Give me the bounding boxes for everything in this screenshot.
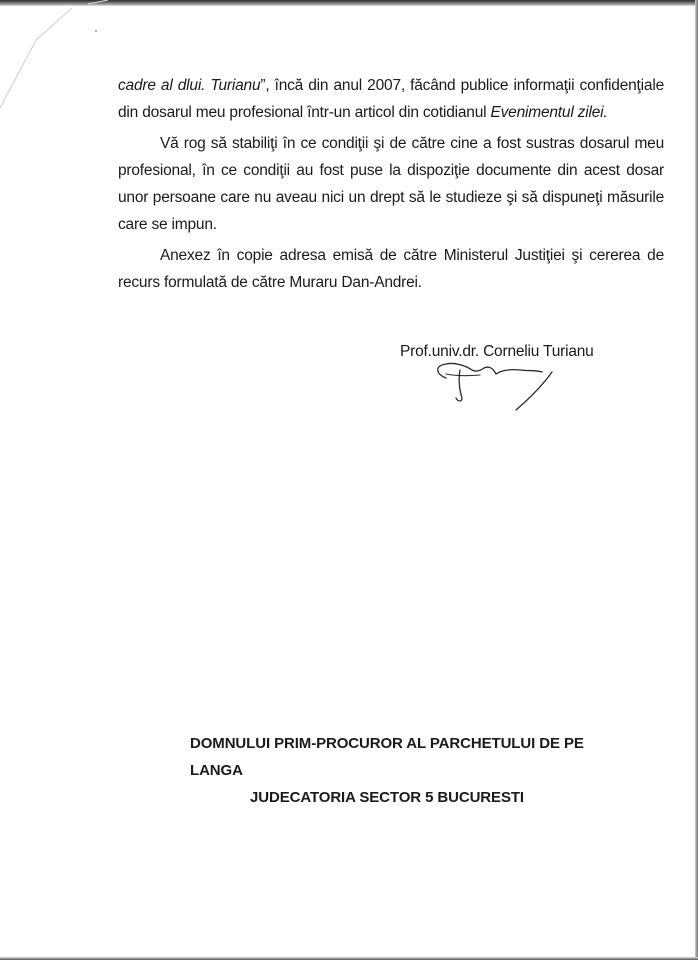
- italic-quote: cadre al dlui. Turianu: [118, 77, 261, 94]
- addressee-line-1: DOMNULUI PRIM-PROCUROR AL PARCHETULUI DE PE LANGA: [190, 735, 584, 779]
- paragraph-request: Vă rog să stabiliţi în ce condiţii şi de către cine a fost sustras dosarul meu profesional, în ce condiţii au fost puse la dispoziţie documente din acest dosar unor persoane care nu aveau nici un drept să le studieze şi să dispuneţi măsurile care se impun.: [118, 135, 664, 233]
- addressee-line-2: JUDECATORIA SECTOR 5 BUCURESTI: [250, 789, 524, 806]
- letter-body: [118, 72, 664, 300]
- paragraph-text: ”, încă din anul 2007, făcând publice informaţii confidenţiale din dosarul meu profesional într-un articol din cotidianul: [118, 77, 664, 121]
- page-fold-mark: [0, 0, 110, 120]
- paragraph-continuation: [118, 72, 664, 126]
- handwritten-signature: [432, 352, 572, 418]
- addressee-block: [190, 730, 610, 811]
- paragraph-annex: Anexez în copie adresa emisă de către Ministerul Justiţiei şi cererea de recurs formulată de către Muraru Dan-Andrei.: [118, 247, 664, 291]
- newspaper-name: Evenimentul zilei.: [490, 104, 608, 121]
- signature-name: Prof.univ.dr. Corneliu Turianu: [400, 343, 594, 360]
